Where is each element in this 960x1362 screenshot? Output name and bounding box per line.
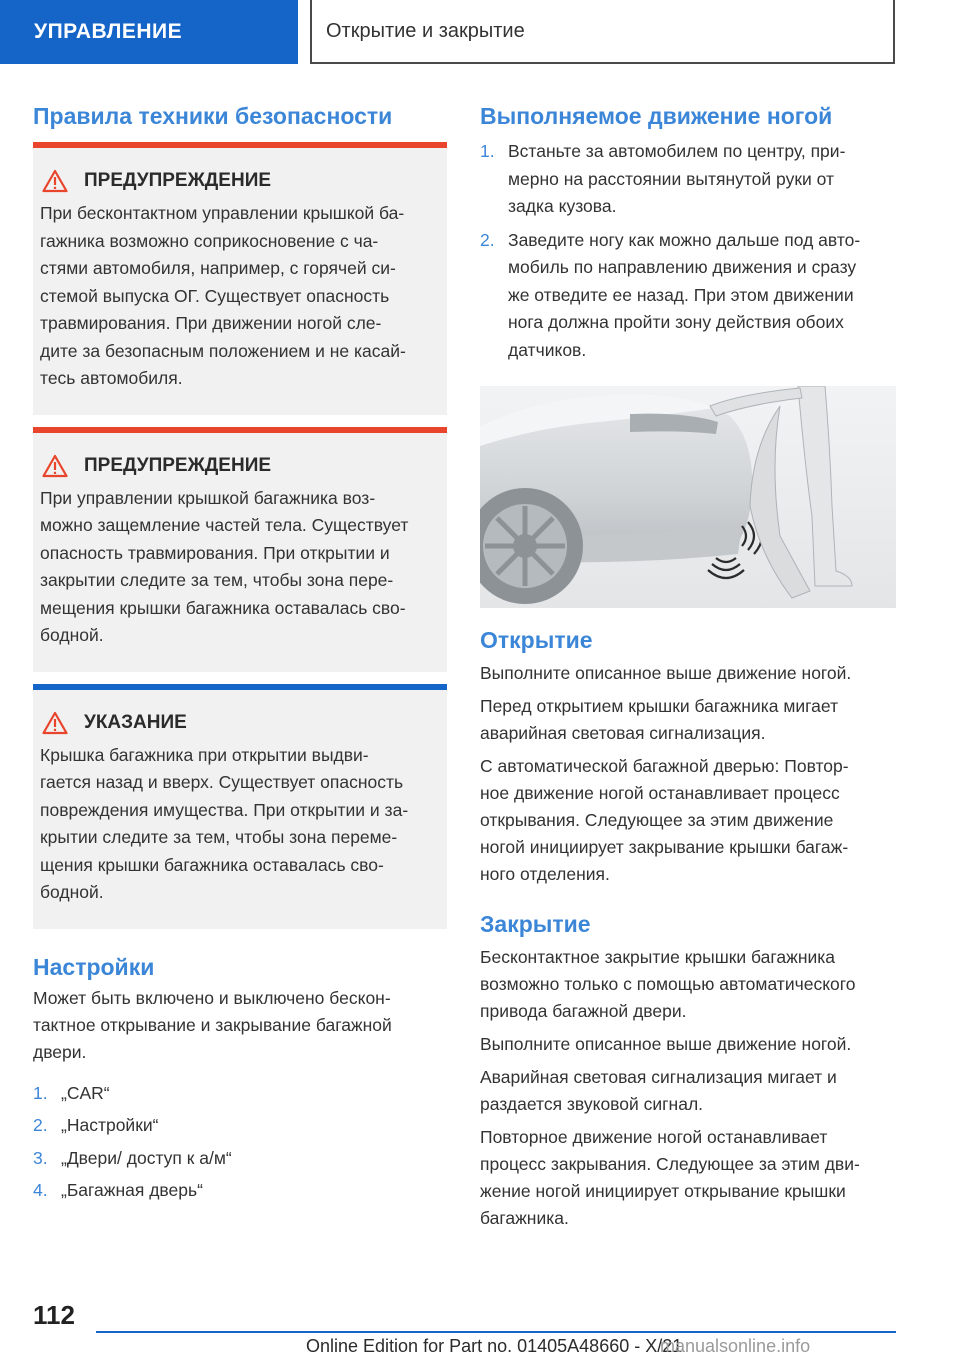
- right-column: [480, 100, 896, 1232]
- warning-box-1: [33, 142, 447, 415]
- list-item: 2. „Настройки“: [33, 1115, 159, 1135]
- opening-heading: Открытие: [480, 627, 593, 653]
- list-item: 3. „Двери/ доступ к а/м“: [33, 1147, 232, 1168]
- notice-text: Крышка багажника при открытии выдви- гается назад и вверх. Существует опасность повреждения имущества. При открытии и за- крытии следите за тем, чтобы зона переме- щения крышки багажника оставалась сво- бодной.: [40, 744, 409, 902]
- foot-motion-heading: Выполняемое движение ногой: [480, 103, 833, 129]
- foot-motion-steps: [480, 138, 896, 364]
- opening-paragraph-3: С автоматической багажной дверью: Повтор- ное движение ногой останавливает процесс открывания. Следующее за этим движение ногой инициирует закрывание крышки багаж- ного отделения.: [480, 756, 849, 884]
- closing-heading: Закрытие: [480, 911, 591, 937]
- warning-box-2: [33, 427, 447, 672]
- notice-title: [40, 708, 433, 738]
- safety-heading: Правила техники безопасности: [33, 103, 393, 129]
- footer-rule: [96, 1331, 896, 1333]
- warning-label: ПРЕДУПРЕЖДЕНИЕ: [84, 170, 272, 191]
- warning-title-2: [40, 451, 433, 481]
- notice-label: УКАЗАНИЕ: [84, 711, 187, 733]
- list-item: 1. Встаньте за автомобилем по центру, при- мерно на расстоянии вытянутой руки от задка кузова.: [480, 141, 846, 216]
- left-column: [33, 100, 447, 1205]
- warning-text-1: При бесконтактном управлении крышкой ба- гажника возможно соприкосновение с ча- стями автомобиля, например, с горячей си- стемой выпуска ОГ. Существует опасность травмирования. При движении ногой сле- дите за безопасным положением и не касай- тесь автомобиля.: [40, 203, 406, 388]
- settings-text: Может быть включено и выключено бескон- тактное открывание и закрывание багажной двери.: [33, 987, 392, 1062]
- opening-paragraph-2: Перед открытием крышки багажника мигает аварийная световая сигнализация.: [480, 696, 839, 743]
- section-tab: [0, 0, 298, 64]
- warning-triangle-icon: [42, 169, 68, 193]
- chapter-tab: [310, 0, 895, 64]
- warning-triangle-icon: [42, 454, 68, 478]
- edition-text: Online Edition for Part no. 01405A48660 - X/21: [306, 1336, 683, 1356]
- watermark: manualsonline.info: [660, 1336, 811, 1356]
- warning-title-1: [40, 166, 433, 196]
- chapter-title: Открытие и закрытие: [326, 19, 525, 42]
- list-item: 2. Заведите ногу как можно дальше под авто- мобиль по направлению движения и сразу же отведите ее назад. При этом движении нога должна пройти зону действия обоих датчиков.: [480, 229, 861, 360]
- notice-box: [33, 684, 447, 929]
- section-title: УПРАВЛЕНИЕ: [34, 20, 183, 43]
- warning-triangle-icon: [42, 711, 68, 735]
- foot-gesture-illustration: [480, 386, 896, 608]
- car-rear-kick-sensor-image: [480, 386, 896, 608]
- list-item: 1. „CAR“: [33, 1082, 110, 1103]
- closing-paragraph-2: Выполните описанное выше движение ногой.: [480, 1034, 852, 1054]
- page-number: 112: [33, 1300, 75, 1330]
- settings-heading: Настройки: [33, 953, 155, 980]
- list-item: 4. „Багажная дверь“: [33, 1180, 203, 1200]
- warning-label: ПРЕДУПРЕЖДЕНИЕ: [84, 454, 272, 476]
- closing-paragraph-4: Повторное движение ногой останавливает процесс закрывания. Следующее за этим дви- жение ногой инициирует открывание крышки багажника.: [480, 1127, 860, 1228]
- settings-steps: [33, 1080, 447, 1205]
- opening-paragraph-1: Выполните описанное выше движение ногой.: [480, 663, 852, 683]
- closing-paragraph-1: Бесконтактное закрытие крышки багажника возможно только с помощью автоматического привода багажной двери.: [480, 947, 856, 1021]
- closing-paragraph-3: Аварийная световая сигнализация мигает и раздается звуковой сигнал.: [480, 1067, 837, 1114]
- warning-text-2: При управлении крышкой багажника воз- можно защемление частей тела. Существует опасность травмирования. При открытии и закрытии следите за тем, чтобы зона пере- мещения крышки багажника оставалась сво- бодной.: [40, 487, 409, 645]
